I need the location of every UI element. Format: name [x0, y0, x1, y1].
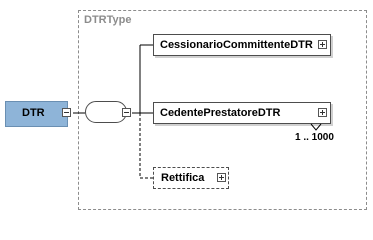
sequence-collapse-icon[interactable]: [122, 108, 131, 117]
element-label: CessionarioCommittenteDTR: [160, 39, 313, 51]
expand-plus-icon[interactable]: [318, 108, 327, 117]
expand-plus-icon[interactable]: [318, 40, 327, 49]
element-label: Rettifica: [161, 172, 205, 184]
root-collapse-icon[interactable]: [62, 108, 71, 117]
root-element-label: DTR: [22, 107, 45, 119]
element-label: CedentePrestatoreDTR: [160, 107, 281, 119]
complex-type-label: DTRType: [84, 14, 132, 26]
cardinality-label: 1 .. 1000: [295, 132, 334, 143]
sequence-compositor[interactable]: [85, 101, 127, 123]
expand-plus-icon[interactable]: [217, 173, 226, 182]
